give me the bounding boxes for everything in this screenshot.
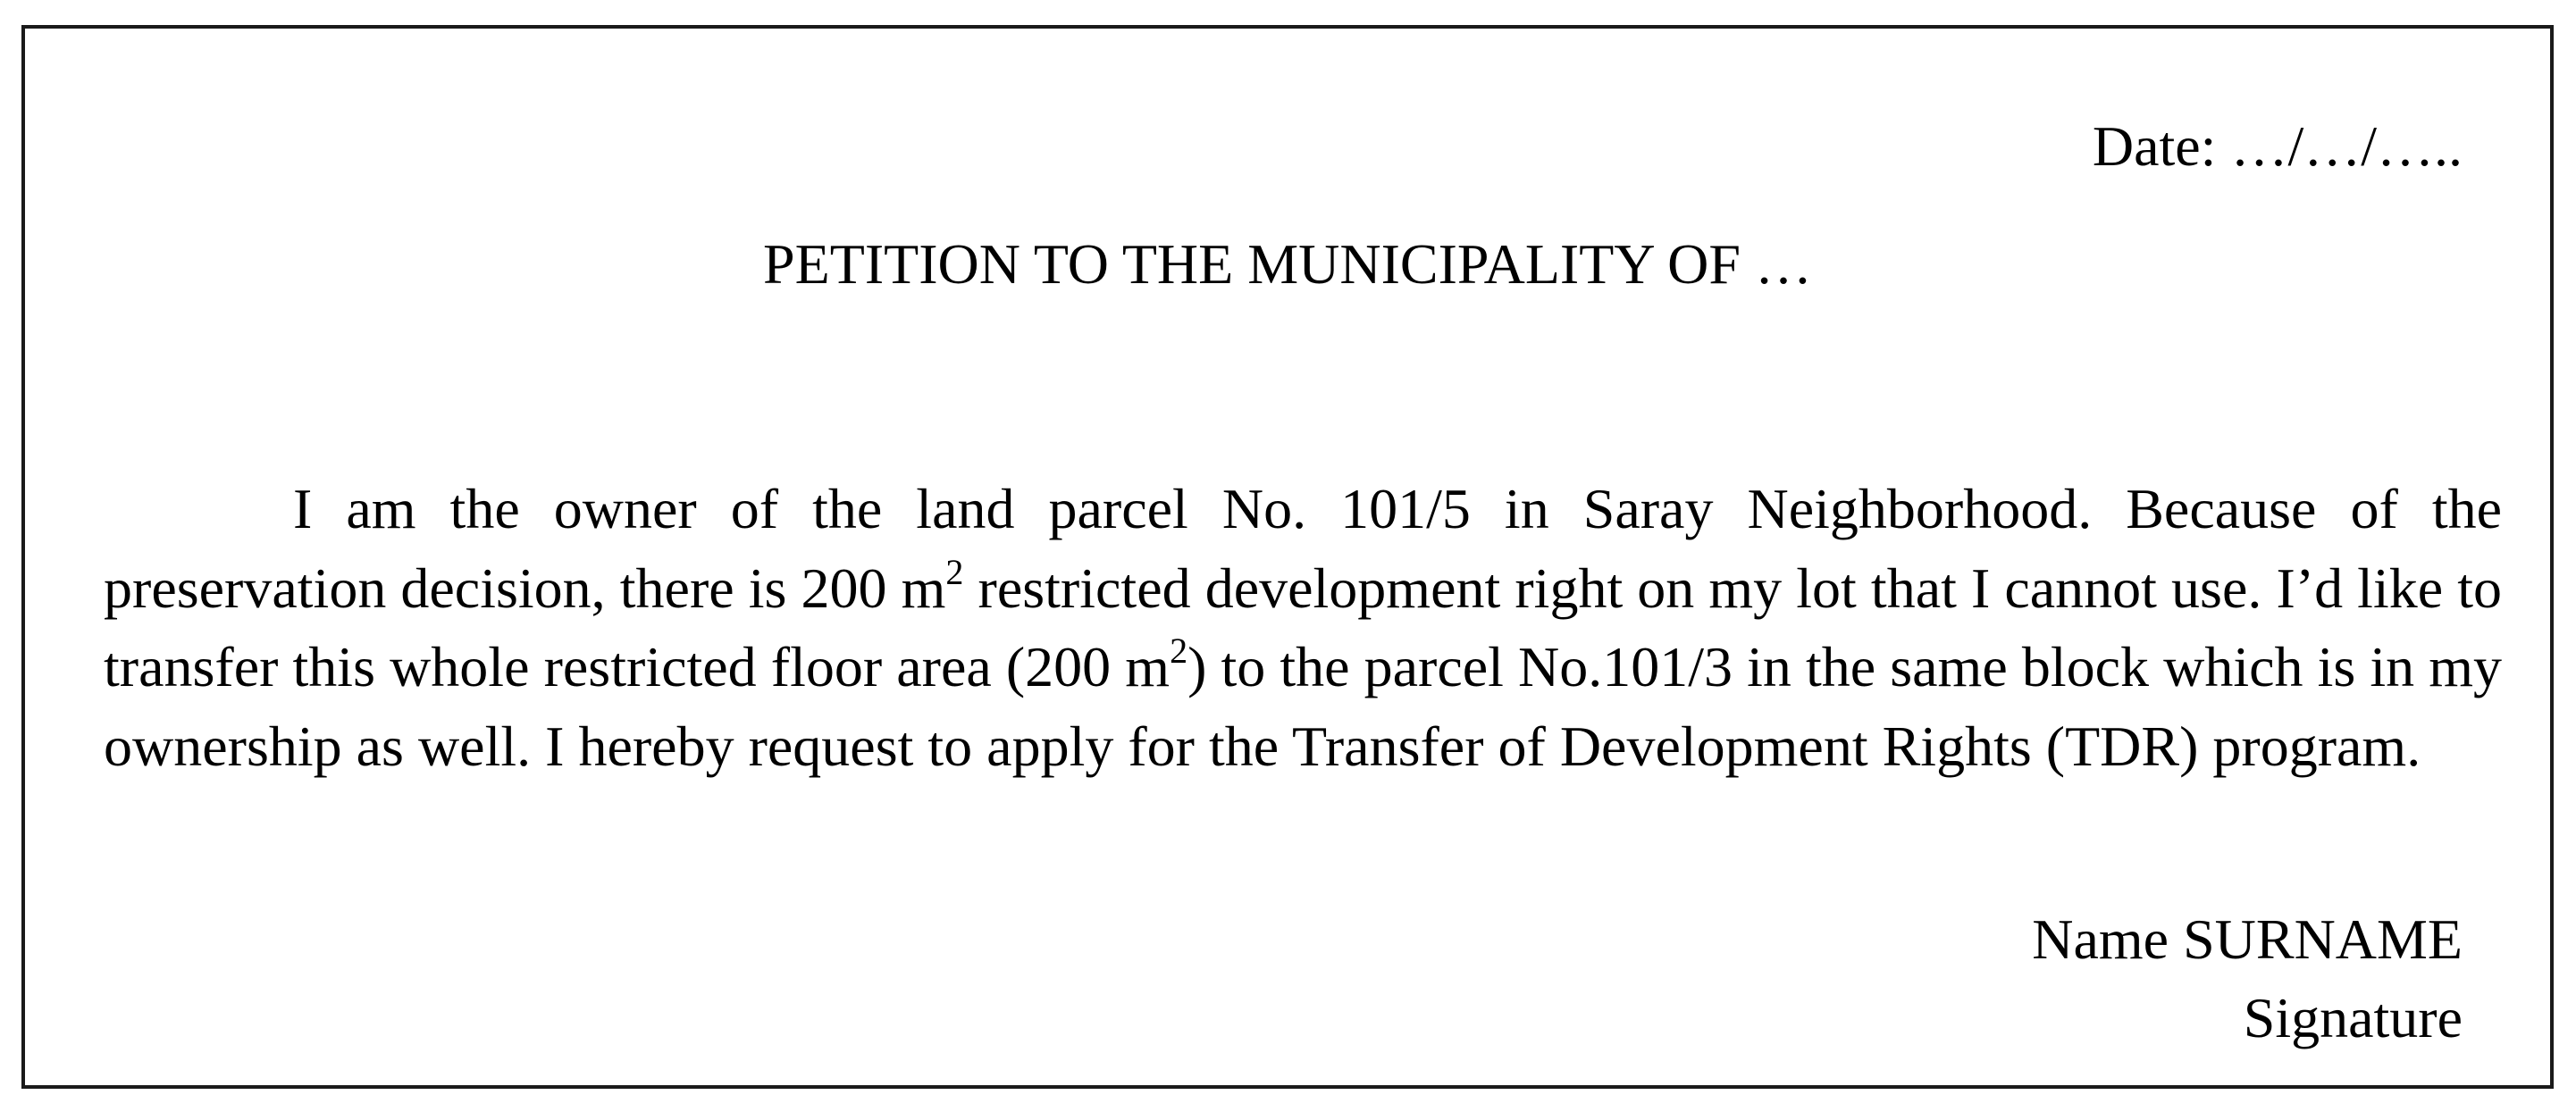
superscript-squared-1: 2 (945, 551, 964, 592)
body-text-part-2: restricted development right on my lot that I cannot use. I’d like to transfer this whole restricted floor area (200 m (104, 556, 2503, 698)
date-line: Date: …/…/….. (2092, 114, 2463, 178)
body-text-part-3: ) to the parcel No.101/3 in the same block which is in my ownership as well. I hereby request to apply for the Transfer of Development Rights (TDR) program. (104, 635, 2503, 778)
petition-title: PETITION TO THE MUNICIPALITY OF … (763, 232, 1812, 296)
superscript-squared-2: 2 (1170, 631, 1188, 671)
petition-document-frame (21, 25, 2554, 1089)
petition-body-paragraph (104, 470, 2502, 786)
signature-label: Signature (2243, 986, 2463, 1049)
signatory-name: Name SURNAME (2032, 907, 2463, 971)
body-text-part-1: I am the owner of the land parcel No. 101/5 in Saray Neighborhood. Because of the preservation decision, there is 200 m (104, 477, 2502, 620)
